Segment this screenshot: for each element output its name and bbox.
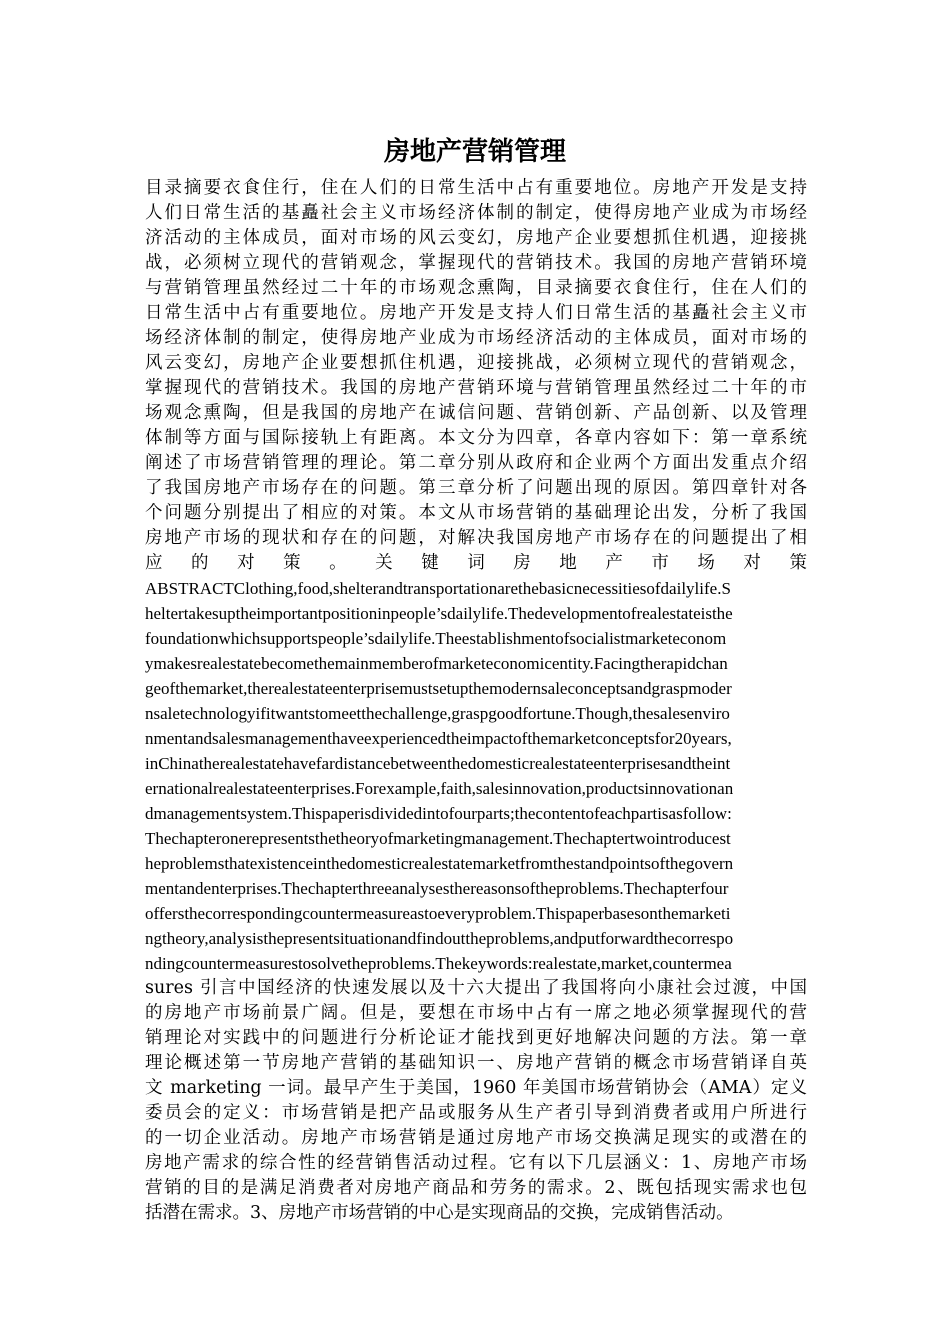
keyword-char: 地 <box>559 553 577 573</box>
abstract-line: heltertakesuptheimportantpositioninpeople’sdailylife.Thedevelopmentofrealestateisthe <box>145 604 733 623</box>
abstract-line: ABSTRACTClothing,food,shelterandtransportationarethebasicnecessitiesofdailylife.S <box>145 579 731 598</box>
document-body <box>145 176 807 1226</box>
keyword-char: 。 <box>329 553 347 573</box>
abstract-line: dmanagementsystem.Thispaperisdividedintofourparts;thecontentofeachpartisasfollow: <box>145 804 732 823</box>
abstract-line: ymakesrealestatebecomethemainmemberofmarketeconomicentity.Facingtherapidchan <box>145 654 728 673</box>
keyword-char: 应 <box>145 553 163 573</box>
body-line: 营销的目的是满足消费者对房地产商品和劳务的需求。2、既包括现实需求也包 <box>145 1178 807 1198</box>
body-line: 个问题分别提出了相应的对策。本文从市场营销的基础理论出发，分析了我国 <box>145 503 807 523</box>
body-line: sures 引言中国经济的快速发展以及十六大提出了我国将向小康社会过渡，中国 <box>145 978 807 998</box>
body-line: 房地产需求的综合性的经营销售活动过程。它有以下几层涵义：1、房地产市场 <box>145 1153 807 1173</box>
keyword-char: 词 <box>467 553 485 573</box>
body-line: 的一切企业活动。房地产市场营销是通过房地产市场交换满足现实的或潜在的 <box>145 1128 807 1148</box>
body-line: 理论概述第一节房地产营销的基础知识一、房地产营销的概念市场营销译自英 <box>145 1053 807 1073</box>
abstract-line: ndingcountermeasurestosolvetheproblems.Thekeywords:realestate,market,countermea <box>145 954 732 973</box>
body-line: 了我国房地产市场存在的问题。第三章分析了问题出现的原因。第四章针对各 <box>145 478 807 498</box>
keyword-char: 策 <box>789 553 807 573</box>
body-line: 与营销管理虽然经过二十年的市场观念熏陶，目录摘要衣食住行，住在人们的 <box>145 278 807 298</box>
body-line: 济活动的主体成员，面对市场的风云变幻，房地产企业要想抓住机遇，迎接挑 <box>145 228 807 248</box>
body-line-final: 括潜在需求。3、房地产市场营销的中心是实现商品的交换，完成销售活动。 <box>145 1203 734 1223</box>
body-line: 掌握现代的营销技术。我国的房地产营销环境与营销管理虽然经过二十年的市 <box>145 378 807 398</box>
body-line: 委员会的定义：市场营销是把产品或服务从生产者引导到消费者或用户所进行 <box>145 1103 807 1123</box>
keyword-char: 关 <box>375 553 393 573</box>
keyword-char: 对 <box>237 553 255 573</box>
body-line: 房地产市场的现状和存在的问题，对解决我国房地产市场存在的问题提出了相 <box>145 528 807 548</box>
keyword-char: 策 <box>283 553 301 573</box>
abstract-line: mentandenterprises.Thechapterthreeanalysesthereasonsoftheproblems.Thechapterfour <box>145 879 729 898</box>
body-line: 阐述了市场营销管理的理论。第二章分别从政府和企业两个方面出发重点介绍 <box>145 453 807 473</box>
keyword-char: 市 <box>651 553 669 573</box>
body-line: 文 marketing 一词。最早产生于美国，1960 年美国市场营销协会（AMA）定义 <box>145 1078 807 1098</box>
body-line: 目录摘要衣食住行，住在人们的日常生活中占有重要地位。房地产开发是支持 <box>145 178 807 198</box>
body-line-keywords <box>145 551 807 576</box>
abstract-line: geofthemarket,therealestateenterprisemustsetupthemodernsaleconceptsandgraspmoder <box>145 679 732 698</box>
keyword-char: 场 <box>697 553 715 573</box>
abstract-line: foundationwhichsupportspeople’sdailylife.Theestablishmentofsocialistmarketeconom <box>145 629 727 648</box>
abstract-line: nmentandsalesmanagementhaveexperiencedtheimpactofthemarketconceptsfor20years, <box>145 729 732 748</box>
document-title: 房地产营销管理 <box>383 137 566 167</box>
body-line: 销理论对实践中的问题进行分析论证才能找到更好地解决问题的方法。第一章 <box>145 1028 807 1048</box>
keyword-char: 产 <box>605 553 623 573</box>
keyword-char: 的 <box>191 553 209 573</box>
body-line: 体制等方面与国际接轨上有距离。本文分为四章，各章内容如下：第一章系统 <box>145 428 807 448</box>
body-line: 日常生活中占有重要地位。房地产开发是支持人们日常生活的基矗社会主义市 <box>145 303 807 323</box>
body-line: 人们日常生活的基矗社会主义市场经济体制的制定，使得房地产业成为市场经 <box>145 203 807 223</box>
keyword-char: 键 <box>421 553 439 573</box>
body-line: 风云变幻，房地产企业要想抓住机遇，迎接挑战，必须树立现代的营销观念， <box>145 353 807 373</box>
body-line: 的房地产市场前景广阔。但是，要想在市场中占有一席之地必须掌握现代的营 <box>145 1003 807 1023</box>
abstract-line: Thechapteronerepresentsthetheoryofmarketingmanagement.Thechaptertwointroducest <box>145 829 731 848</box>
abstract-line: ernationalrealestateenterprises.Forexample,faith,salesinnovation,productsinnovationan <box>145 779 734 798</box>
abstract-line: ngtheory,analysisthepresentsituationandfindouttheproblems,andputforwardthecorrespo <box>145 929 734 948</box>
body-line: 场经济体制的制定，使得房地产业成为市场经济活动的主体成员，面对市场的 <box>145 328 807 348</box>
keyword-char: 房 <box>513 553 531 573</box>
keyword-char: 对 <box>743 553 761 573</box>
abstract-line: inChinatherealestatehavefardistancebetweenthedomesticrealestateenterprisesandtheint <box>145 754 731 773</box>
abstract-line: nsaletechnologyifitwantstomeetthechallenge,graspgoodfortune.Though,thesalesenviro <box>145 704 730 723</box>
body-line: 场观念熏陶，但是我国的房地产在诚信问题、营销创新、产品创新、以及管理 <box>145 403 807 423</box>
abstract-line: heproblemsthatexistenceinthedomesticrealestatemarketfromthestandpointsofthegovern <box>145 854 734 873</box>
abstract-line: offersthecorrespondingcountermeasureastoeveryproblem.Thispaperbasesonthemarketi <box>145 904 731 923</box>
body-line: 战，必须树立现代的营销观念，掌握现代的营销技术。我国的房地产营销环境 <box>145 253 807 273</box>
